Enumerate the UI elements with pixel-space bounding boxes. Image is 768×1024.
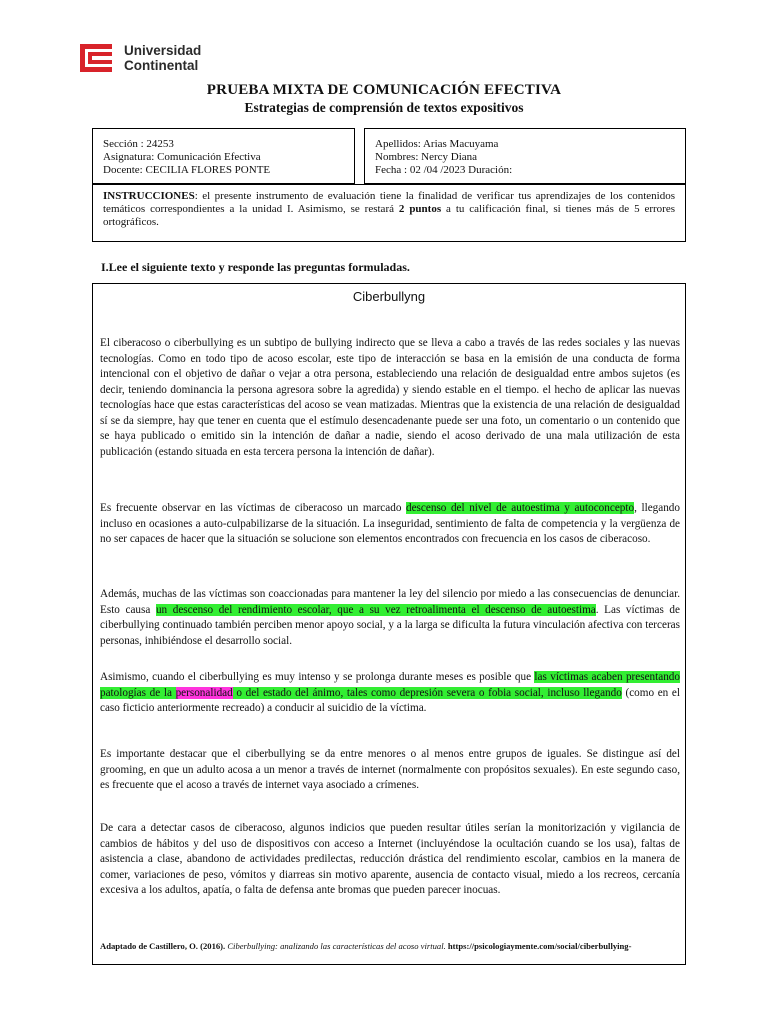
paragraph-5 <box>100 747 680 794</box>
paragraph-2-highlight: descenso del nivel de autoestima y autoconcepto <box>406 502 635 514</box>
paragraph-3-highlight: un descenso del rendimiento escolar, que a su vez retroalimenta el descenso de autoestima <box>155 603 596 616</box>
fecha-field: Fecha : 02 /04 /2023 Duración: <box>375 164 513 176</box>
paragraph-2 <box>100 501 680 548</box>
paragraph-4-highlight-1: las víctimas acaben presentando patologías de la <box>100 671 680 699</box>
citation-url[interactable]: https://psicologiaymente.com/social/ciberbullying- <box>445 941 632 951</box>
instructions-text-2: a tu calificación final, si tienes más de 5 errores ortográficos. <box>103 203 676 228</box>
instructions-label: INSTRUCCIONES <box>103 190 195 202</box>
paragraph-5-text: Es importante destacar que el ciberbullying se da entre menores o al menos entre grupos de iguales. Se distingue así del grooming, en que un adulto acosa a un menor a través de internet (normalmente con propósitos sexuales). En este segundo caso, es frecuente que el acoso a través de internet vaya asociado a crímenes. <box>100 748 680 791</box>
paragraph-4-highlight-2: o del estado del ánimo, tales como depresión severa o fobia social, incluso llegando <box>232 686 622 699</box>
university-logo <box>76 40 201 76</box>
university-name <box>124 43 201 73</box>
seccion-field: Sección : 24253 <box>103 138 174 150</box>
reading-text-box <box>92 283 686 965</box>
exam-title: PRUEBA MIXTA DE COMUNICACIÓN EFECTIVA <box>206 82 562 98</box>
paragraph-2-text-a: Es frecuente observar en las víctimas de ciberacoso un marcado <box>100 502 406 514</box>
instructions-box <box>92 184 686 242</box>
paragraph-4 <box>100 670 680 717</box>
asignatura-field: Asignatura: Comunicación Efectiva <box>103 151 261 163</box>
paragraph-4-text-b: (como en el caso ficticio anteriormente recreado) a conducir al suicidio de la víctima. <box>100 686 681 714</box>
citation-title: Ciberbullying: analizando las características del acoso virtual. <box>225 941 446 951</box>
university-logo-icon <box>76 40 116 76</box>
course-info-box <box>92 128 355 184</box>
docente-field: Docente: CECILIA FLORES PONTE <box>103 164 271 176</box>
logo-line1: Universidad <box>124 43 202 58</box>
logo-line2: Continental <box>124 58 199 73</box>
paragraph-4-highlight-pink: personalidad <box>175 686 233 699</box>
paragraph-6 <box>100 821 680 899</box>
paragraph-2-text-b: , llegando incluso en ocasiones a auto-culpabilizarse de la situación. La inseguridad, sentimiento de falta de competencia y la vergüenza de no ser capaces de hacer que la situación se solucione son elementos encontrados con frecuencia en los casos de ciberacoso. <box>100 502 680 545</box>
reading-title: Ciberbullyng <box>352 289 426 304</box>
paragraph-1 <box>100 336 680 460</box>
citation-author: Adaptado de Castillero, O. (2016). <box>100 941 226 951</box>
paragraph-3-text-b: . Las víctimas de ciberbullying continuado también perciben menor apoyo social, y a la larga se dificulta la futura vinculación afectiva con terceras personas, inhibiéndose el desarrollo social. <box>100 603 680 647</box>
citation <box>100 941 680 951</box>
student-info-box <box>364 128 686 184</box>
paragraph-3 <box>100 587 680 649</box>
apellidos-field: Apellidos: Arias Macuyama <box>375 138 499 150</box>
paragraph-4-text-a: Asimismo, cuando el ciberbullying es muy intenso y se prolonga durante meses es posible que <box>100 671 535 683</box>
exam-subtitle: Estrategias de comprensión de textos expositivos <box>244 100 524 115</box>
section-heading: I.Lee el siguiente texto y responde las preguntas formuladas. <box>101 260 410 274</box>
nombres-field: Nombres: Nercy Diana <box>375 151 478 163</box>
paragraph-1-text: El ciberacoso o ciberbullying es un subtipo de bullying indirecto que se lleva a cabo a través de las redes sociales y las nuevas tecnologías. Como en todo tipo de acoso escolar, este tipo de interacción se basa en la emisión de una conducta de forma intencional con el objetivo de dañar o vejar a otra persona, estableciendo una relación de desigualdad entre ambos sujetos (es decir, teniendo dominancia la persona agresora sobre la agredida) y siendo estable en el tiempo. el hecho de aplicar las nuevas tecnologías hace que estas características del acoso se vean matizadas. Mientras que la existencia de una relación de desigualdad sí se da siempre, hay que tener en cuenta que el estímulo desencadenante puede ser una foto, un comentario o un contenido que se haya publicado o emitido sin la intención de dañar a nadie, siendo el acoso derivado de una mala utilización de esta publicación (estando situada en esta tercera persona la intención de dañar). <box>100 337 680 458</box>
paragraph-3-text-a: Además, muchas de las víctimas son coaccionadas para mantener la ley del silencio por miedo a las consecuencias de denunciar. Esto causa <box>100 588 680 616</box>
paragraph-6-text: De cara a detectar casos de ciberacoso, algunos indicios que pueden resultar útiles serían la monitorización y vigilancia de cambios de hábitos y del uso de dispositivos con acceso a Internet (incluyéndose la ocultación cuando se los usa), faltas de asistencia a clase, abandono de actividades predilectas, reducción drástica del rendimiento escolar, cambios en la manera de comer, variaciones de peso, vómitos y diarreas sin motivo aparente, ausencia de contacto visual, miedo a los recreos, cercanía excesiva a los adultos, apatía, o falta de defensa ante bromas que pueden parecer inocuas. <box>100 822 680 896</box>
instructions-text-1: : el presente instrumento de evaluación tiene la finalidad de verificar tus aprendizajes de los contenidos temáticos correspondientes a la unidad I. Asimismo, se restará <box>103 190 675 215</box>
instructions-points: 2 puntos <box>398 203 442 215</box>
